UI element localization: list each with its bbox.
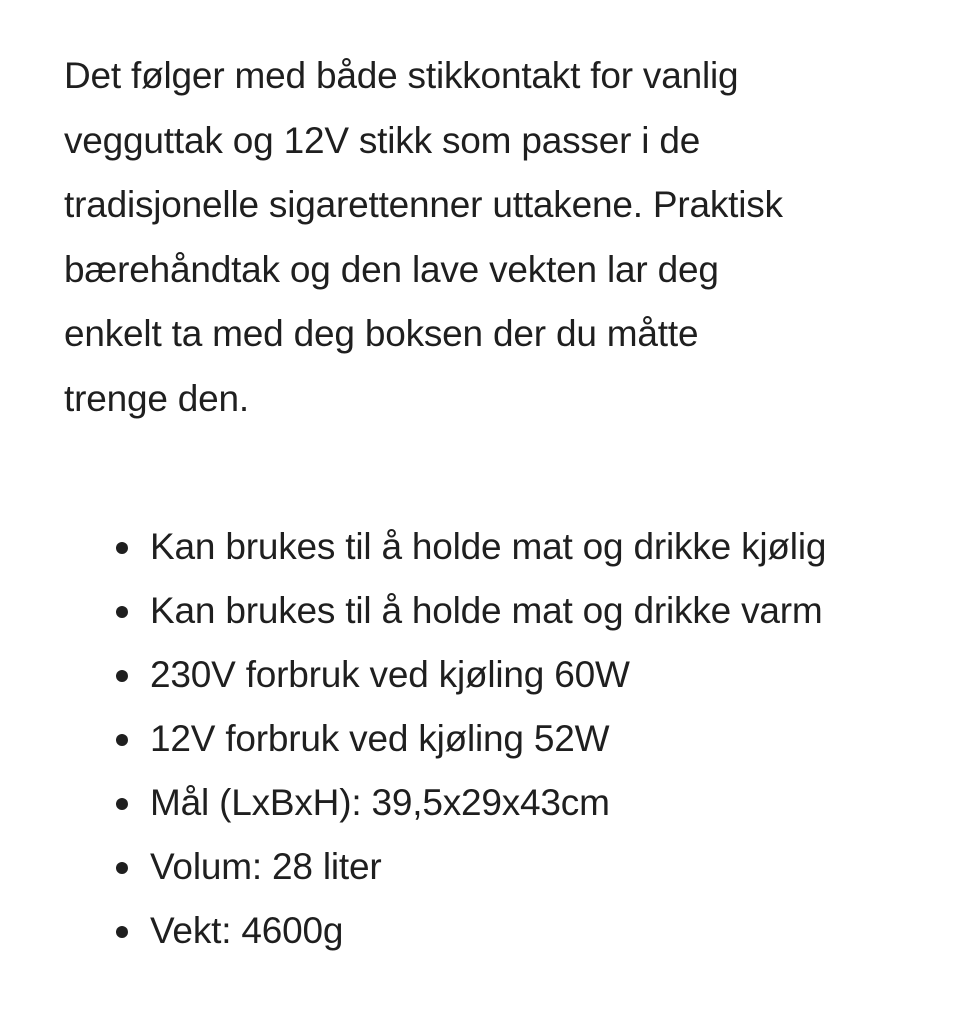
description-line: vegguttak og 12V stikk som passer i de [64, 119, 701, 161]
description-line: tradisjonelle sigarettenner uttakene. Praktisk [64, 184, 783, 225]
bullet-icon [116, 542, 128, 554]
list-item [110, 707, 950, 771]
product-description [64, 44, 944, 431]
bullet-icon [116, 606, 128, 618]
description-line: enkelt ta med deg boksen der du måtte [64, 313, 699, 354]
description-paragraph [64, 44, 944, 431]
bullet-icon [116, 862, 128, 874]
bullet-icon [116, 670, 128, 682]
feature-list [110, 515, 950, 963]
list-item-text: Volum: 28 liter [150, 846, 382, 887]
bullet-icon [116, 926, 128, 938]
list-item [110, 835, 950, 899]
list-item-text: Kan brukes til å holde mat og drikke varm [150, 590, 823, 631]
list-item [110, 643, 950, 707]
list-item [110, 579, 950, 643]
list-item-text: Mål (LxBxH): 39,5x29x43cm [150, 782, 610, 823]
list-item-text: 230V forbruk ved kjøling 60W [150, 654, 630, 695]
description-line: Det følger med både stikkontakt for vanlig [64, 55, 739, 96]
description-line: bærehåndtak og den lave vekten lar deg [64, 248, 719, 290]
list-item [110, 771, 950, 835]
list-item-text: Vekt: 4600g [150, 910, 344, 951]
bullet-icon [116, 798, 128, 810]
list-item [110, 515, 950, 579]
list-item [110, 899, 950, 963]
list-item-text: Kan brukes til å holde mat og drikke kjølig [150, 526, 827, 567]
bullet-icon [116, 734, 128, 746]
list-item-text: 12V forbruk ved kjøling 52W [150, 718, 610, 759]
description-line: trenge den. [64, 377, 250, 419]
